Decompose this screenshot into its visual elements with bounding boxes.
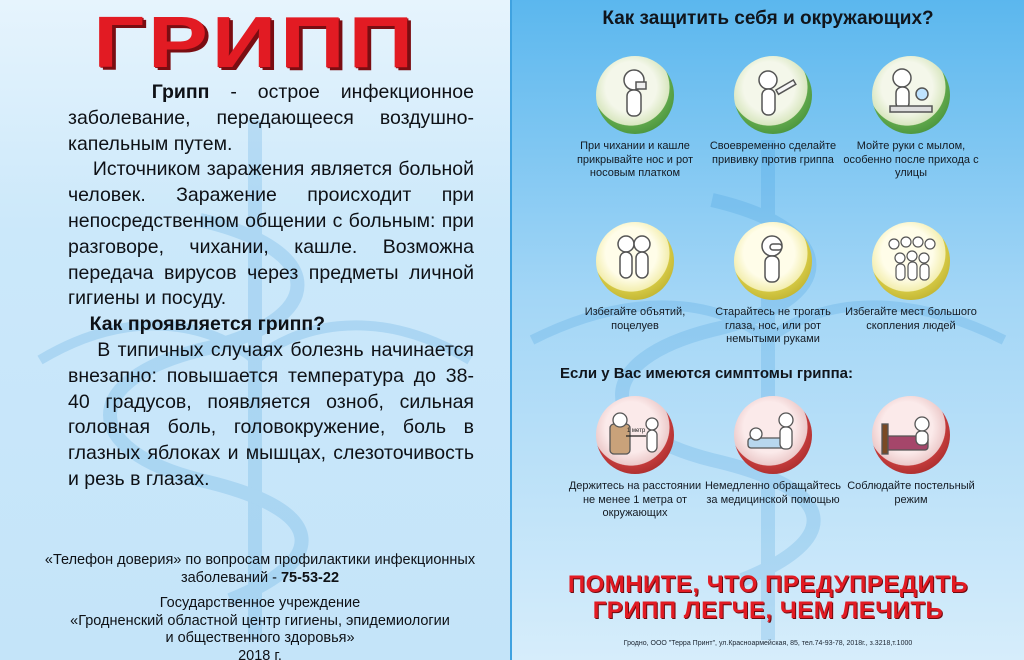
tip-seek-medical-help	[700, 396, 846, 507]
hand-washing-icon	[872, 56, 950, 134]
publication-year: 2018 г.	[238, 647, 282, 660]
tip-dont-touch-face	[700, 222, 846, 347]
tip-caption: Старайтесь не трогать глаза, нос, или рот немытыми руками	[715, 306, 831, 345]
symptoms-text: В типичных случаях болезнь начинается внезапно: повышается температура до 38-40 градусов, появляется озноб, сильная головная боль, головокружение, боль в глазных яблоках и мышцах, слезоточивость и резь в глазах.	[68, 338, 474, 490]
org-line-2: «Гродненский областной центр гигиены, эпидемиологии	[70, 612, 450, 629]
tip-caption: Немедленно обращайтесь за медицинской помощью	[704, 480, 841, 506]
tip-caption: Мойте руки с мылом, особенно после прихода с улицы	[843, 140, 979, 179]
symptoms-paragraph	[68, 338, 474, 493]
sneeze-handkerchief-icon	[596, 56, 674, 134]
symptoms-heading-text: Как проявляется грипп?	[89, 313, 326, 336]
left-panel	[0, 0, 510, 660]
intro-definition: - острое инфекционное заболевание, передающееся воздушно-капельным путем.	[68, 81, 474, 155]
tip-caption: Избегайте объятий, поцелуев	[584, 306, 686, 332]
hugging-icon	[596, 222, 674, 300]
hotline-line	[40, 552, 480, 587]
tip-bed-rest	[838, 396, 984, 507]
tip-vaccination	[700, 56, 846, 167]
tip-caption: Избегайте мест большого скопления людей	[845, 306, 977, 332]
symptoms-heading	[68, 312, 474, 338]
poster-title: ГРИПП	[93, 3, 417, 83]
org-line-3: и общественного здоровья»	[165, 630, 355, 646]
slogan-line-2: ГРИПП ЛЕГЧЕ, ЧЕМ ЛЕЧИТЬ	[592, 597, 944, 624]
tip-wash-hands	[838, 56, 984, 181]
protection-title: Как защитить себя и окружающих?	[602, 8, 934, 29]
intro-paragraph	[68, 80, 474, 157]
tip-cover-sneeze	[562, 56, 708, 181]
tip-caption: Соблюдайте постельный режим	[847, 480, 975, 506]
tip-caption: При чихании и кашле прикрывайте нос и рот носовым платком	[576, 140, 694, 179]
prevention-slogan	[512, 572, 1024, 624]
hotline-number: 75-53-22	[280, 569, 340, 586]
bed-rest-icon	[872, 396, 950, 474]
printer-imprint: Гродно, ООО "Терра Принт", ул.Красноармейская, 85, тел.74-93-78, 2018г., з.3218,т.1000	[623, 640, 913, 647]
symptoms-advice-title: Если у Вас имеются симптомы гриппа:	[560, 365, 853, 382]
transmission-paragraph	[68, 157, 474, 312]
crowd-icon	[872, 222, 950, 300]
org-line-1: Государственное учреждение	[159, 595, 361, 611]
vaccine-syringe-icon	[734, 56, 812, 134]
hotline-text: «Телефон доверия» по вопросам профилактики инфекционных заболеваний -	[44, 552, 476, 586]
doctor-visit-icon	[734, 396, 812, 474]
touching-face-icon	[734, 222, 812, 300]
slogan-line-1: ПОМНИТЕ, ЧТО ПРЕДУПРЕДИТЬ	[567, 571, 969, 598]
distance-icon	[596, 396, 674, 474]
contact-footer	[40, 552, 480, 660]
transmission-text: Источником заражения является больной человек. Заражение происходит при непосредственном общении с больным: при разговоре, чихании, кашле. Возможна передача вирусов через предметы личной гигиены и посуду.	[68, 158, 475, 310]
intro-term: Грипп	[151, 81, 210, 103]
distance-label: 1 метр	[626, 428, 646, 434]
info-text-block	[68, 80, 474, 493]
tip-avoid-hugs	[562, 222, 708, 333]
tip-avoid-crowds	[838, 222, 984, 333]
tip-caption: Держитесь на расстоянии не менее 1 метра от окружающих	[568, 480, 702, 519]
tip-caption: Своевременно сделайте прививку против гриппа	[709, 140, 837, 166]
tip-keep-distance	[562, 396, 708, 521]
